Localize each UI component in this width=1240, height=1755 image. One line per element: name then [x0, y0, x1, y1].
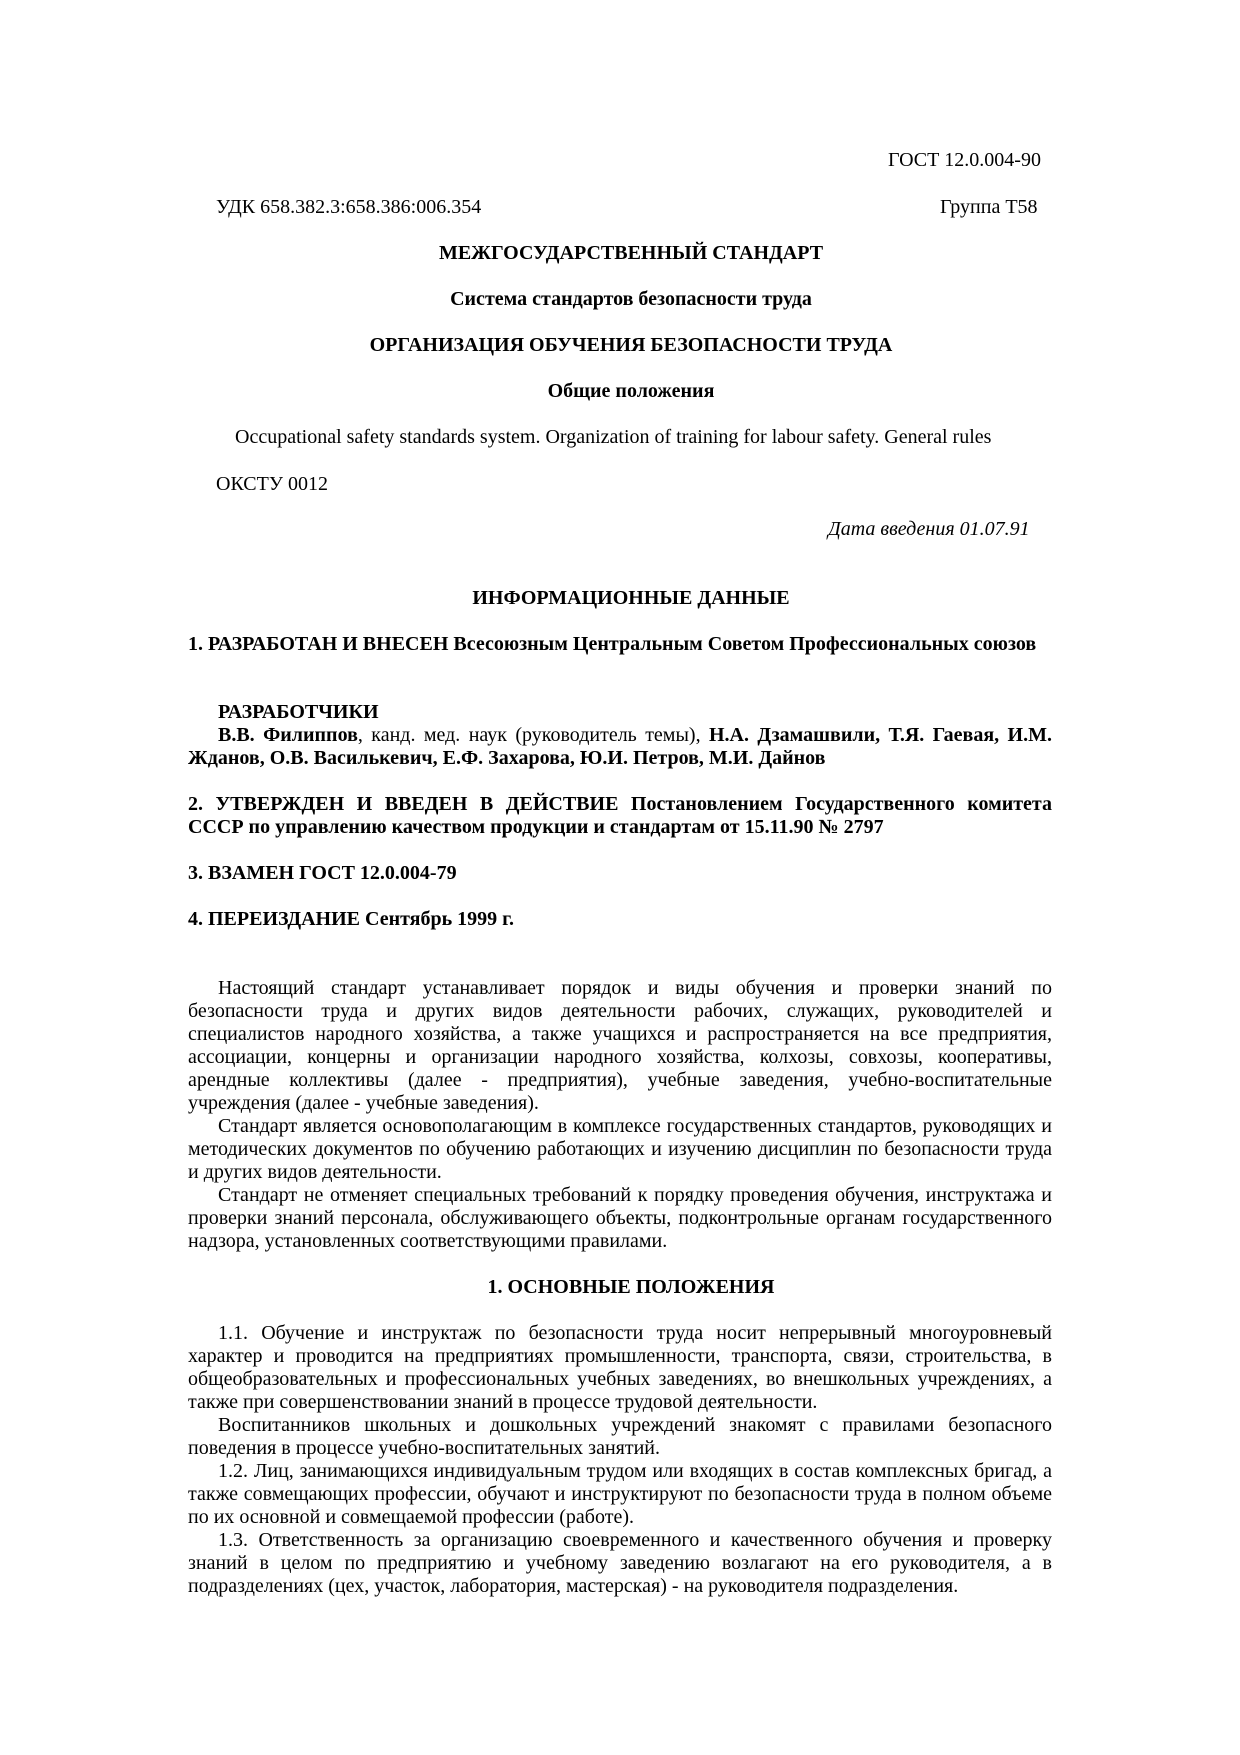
main-title: ОРГАНИЗАЦИЯ ОБУЧЕНИЯ БЕЗОПАСНОСТИ ТРУДА [369, 334, 893, 356]
english-title: Occupational safety standards system. Organization of training for labour safety. General rules [235, 426, 992, 448]
clause-1-3: 1.3. Ответственность за организацию своевременного и качественного обучения и проверку знаний в целом по предприятию и учебному заведению возлагают на его руководителя, а в подразделениях (цех, участок, лаборатория, мастерская) - на руководителя подразделения. [188, 1529, 1052, 1597]
developers-list: Н.А. Дзамашвили, Т.Я. Гаевая, И.М. Жданов, О.В. Василькевич, Е.Ф. Захарова, Ю.И. Петров, М.И. Дайнов [188, 724, 1052, 769]
info-item-2: 2. УТВЕРЖДЕН И ВВЕДЕН В ДЕЙСТВИЕ Постановлением Государственного комитета СССР по управлению качеством продукции и стандартам от 15.11.90 № 2797 [188, 793, 1052, 838]
clause-1-2: 1.2. Лиц, занимающихся индивидуальным трудом или входящих в состав комплексных бригад, а также совмещающих профессии, обучают и инструктируют по безопасности труда в полном объеме по их основной и совмещаемой профессии (работе). [188, 1460, 1052, 1528]
info-item-1: 1. РАЗРАБОТАН И ВНЕСЕН Всесоюзным Центральным Советом Профессиональных союзов [188, 633, 1037, 655]
gost-number: ГОСТ 12.0.004-90 [888, 149, 1041, 171]
developers-block [188, 701, 1052, 770]
standard-type: МЕЖГОСУДАРСТВЕННЫЙ СТАНДАРТ [438, 242, 824, 264]
developers-heading: РАЗРАБОТЧИКИ [218, 701, 379, 723]
info-item-4: 4. ПЕРЕИЗДАНИЕ Сентябрь 1999 г. [188, 908, 514, 930]
info-heading: ИНФОРМАЦИОННЫЕ ДАННЫЕ [472, 587, 790, 609]
subtitle: Общие положения [547, 380, 715, 402]
udk-code: УДК 658.382.3:658.386:006.354 [216, 196, 482, 218]
info-item-3: 3. ВЗАМЕН ГОСТ 12.0.004-79 [188, 862, 457, 884]
intro-paragraph-1: Настоящий стандарт устанавливает порядок и виды обучения и проверки знаний по безопасности труда и других видов деятельности рабочих, служащих, руководителей и специалистов народного хозяйства, а также учащихся и распространяется на все предприятия, ассоциации, концерны и организации народного хозяйства, колхозы, совхозы, кооперативы, арендные коллективы (далее - предприятия), учебные заведения, учебно-воспитательные учреждения (далее - учебные заведения). [188, 977, 1052, 1114]
intro-text [188, 977, 1052, 1253]
group-code: Группа Т58 [940, 196, 1038, 218]
intro-paragraph-3: Стандарт не отменяет специальных требований к порядку проведения обучения, инструктажа и проверки знаний персонала, обслуживающего объекты, подконтрольные органам государственного надзора, установленных соответствующими правилами. [188, 1184, 1052, 1252]
introduction-date: Дата введения 01.07.91 [828, 518, 1030, 540]
section-1-heading: 1. ОСНОВНЫЕ ПОЛОЖЕНИЯ [487, 1276, 775, 1298]
clause-1-1: 1.1. Обучение и инструктаж по безопасности труда носит непрерывный многоуровневый характер и проводится на предприятиях промышленности, транспорта, связи, строительства, в общеобразовательных и профессиональных учебных заведениях, во внешкольных учреждениях, а также при совершенствовании знаний в процессе трудовой деятельности. [188, 1322, 1052, 1413]
section-1-text [188, 1322, 1052, 1598]
developer-role: , канд. мед. наук (руководитель темы), [357, 724, 709, 746]
clause-1-1-continued: Воспитанников школьных и дошкольных учреждений знакомят с правилами безопасного поведения в процессе учебно-воспитательных занятий. [188, 1414, 1052, 1459]
standard-system: Система стандартов безопасности труда [450, 288, 812, 310]
okstu-code: ОКСТУ 0012 [216, 473, 329, 495]
developer-lead: В.В. Филиппов [218, 724, 358, 746]
intro-paragraph-2: Стандарт является основополагающим в комплексе государственных стандартов, руководящих и методических документов по обучению работающих и изучению дисциплин по безопасности труда и других видов деятельности. [188, 1115, 1052, 1183]
